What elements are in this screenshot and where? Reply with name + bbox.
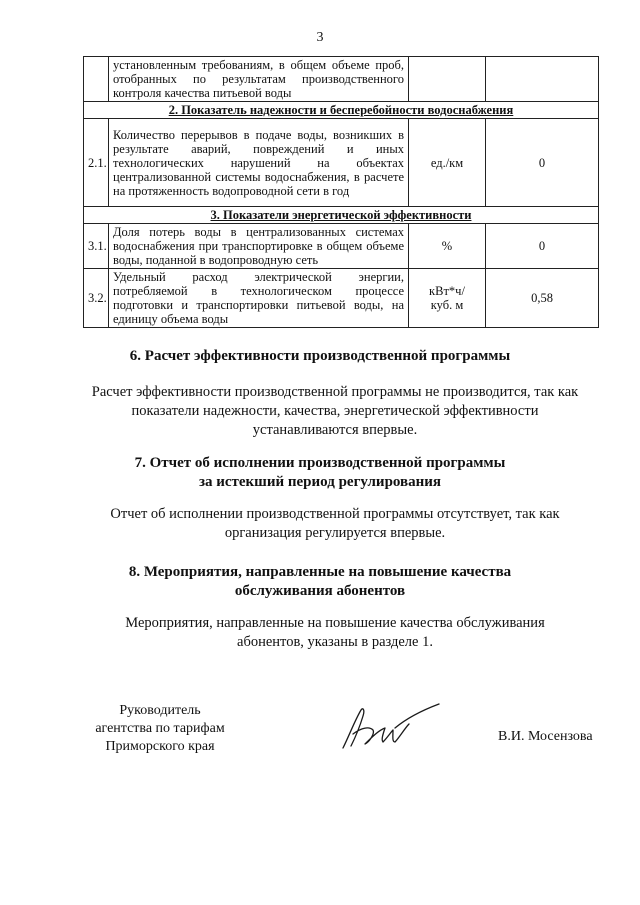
table-row [84,57,599,102]
table-section-row [84,207,599,224]
section-6-title: 6. Расчет эффективности производственной программы [129,348,511,364]
table-row [84,224,599,269]
unit-line: кВт*ч/ [429,284,465,298]
text-line: устанавливаются впервые. [252,422,418,438]
indicator-unit: ед./км [409,119,486,207]
section-8-text [70,614,600,652]
indicator-value: 0 [486,224,599,269]
handwritten-signature-icon [335,698,445,758]
row-number: 2.1. [84,119,109,207]
indicator-unit [409,57,486,102]
section-8-title [0,563,640,601]
row-number: 3.2. [84,269,109,328]
row-number: 3.1. [84,224,109,269]
page-number: 3 [316,30,324,45]
indicator-unit: % [409,224,486,269]
title-line: обслуживания абонентов [234,583,406,599]
section-7-title [0,454,640,492]
table-section-row [84,102,599,119]
row-number [84,57,109,102]
indicators-table [83,56,599,328]
indicator-description: установленным требованиям, в общем объеме проб, отобранных по результатам производственного контроля качества питьевой воды [109,57,409,102]
signatory-position [60,702,260,756]
indicator-value: 0 [486,119,599,207]
title-line: за истекший период регулирования [198,474,442,490]
text-line: Расчет эффективности производственной программы не производится, так как [91,384,579,400]
indicator-unit [409,269,486,328]
position-line: Приморского края [105,739,215,754]
text-line: Отчет об исполнении производственной программы отсутствует, так как [110,506,560,522]
text-line: показатели надежности, качества, энергетической эффективности [131,403,539,419]
table-row [84,119,599,207]
text-line: организация регулируется впервые. [224,525,446,541]
signatory-name: В.И. Мосензова [498,729,593,744]
position-line: агентства по тарифам [95,721,225,736]
text-line: Мероприятия, направленные на повышение качества обслуживания [125,615,545,631]
indicator-value: 0,58 [486,269,599,328]
text-line: абонентов, указаны в разделе 1. [237,634,433,650]
indicator-description: Количество перерывов в подаче воды, возникших в результате аварий, повреждений и иных технологических нарушений на объектах централизованной системы водоснабжения, в расчете на протяженность водопроводной сети в год [109,119,409,207]
section-6-text [70,383,600,440]
indicator-description: Доля потерь воды в централизованных системах водоснабжения при транспортировке в общем объеме воды, поданной в водопроводную сеть [109,224,409,269]
table-row [84,269,599,328]
unit-line: куб. м [430,298,464,312]
section-7-text [70,505,600,543]
indicator-value [486,57,599,102]
title-line: 7. Отчет об исполнении производственной программы [134,455,506,471]
section-header-energy: 3. Показатели энергетической эффективности [84,207,599,224]
indicator-description: Удельный расход электрической энергии, потребляемой в технологическом процессе подготовки и транспортировки питьевой воды, на единицу объема воды [109,269,409,328]
section-header-reliability: 2. Показатель надежности и бесперебойности водоснабжения [84,102,599,119]
position-line: Руководитель [119,703,201,718]
title-line: 8. Мероприятия, направленные на повышение качества [128,564,512,580]
